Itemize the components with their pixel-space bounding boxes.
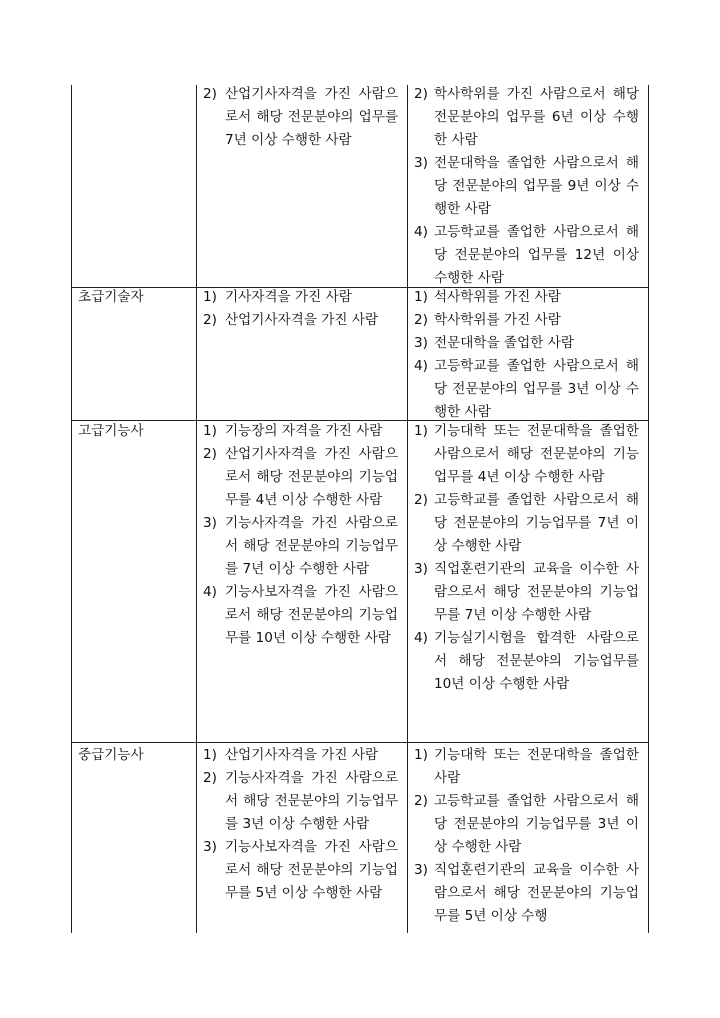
- table-divider-col2: [407, 85, 408, 933]
- list-item: 3) 전문대학을 졸업한 사람: [414, 335, 574, 351]
- list-item: 3) 전문대학을 졸업한 사람으로서 해당 전문분야의 업무를 9년 이상 수행한 사람: [414, 155, 639, 217]
- table-border-left: [71, 85, 72, 933]
- list-item: 1) 산업기사자격을 가진 사람: [203, 747, 379, 763]
- list-item: 3) 기능사보자격을 가진 사람으로서 해당 전문분야의 기능업무를 5년 이상 수행한 사람: [203, 839, 398, 901]
- list-item: 4) 기능실기시험을 합격한 사람으로서 해당 전문분야의 기능업무를 10년 이상 수행한 사람: [414, 630, 639, 692]
- row1-col3: [414, 286, 639, 424]
- list-item: 2) 산업기사자격을 가진 사람으로서 해당 전문분야의 기능업무를 4년 이상 수행한 사람: [203, 446, 398, 508]
- row0-col3: [414, 83, 639, 290]
- list-item: 1) 석사학위를 가진 사람: [414, 289, 561, 305]
- row2-col3: [414, 420, 639, 696]
- row2-col2: [203, 420, 398, 650]
- list-item: 1) 기능대학 또는 전문대학을 졸업한 사람: [414, 747, 639, 786]
- list-item: 4) 고등학교를 졸업한 사람으로서 해당 전문분야의 업무를 3년 이상 수행한 사람: [414, 358, 639, 420]
- list-item: 2) 고등학교를 졸업한 사람으로서 해당 전문분야의 기능업무를 3년 이상 수행한 사람: [414, 793, 639, 855]
- row1-col2: [203, 286, 398, 332]
- list-item: 2) 학사학위를 가진 사람: [414, 312, 561, 328]
- list-item: 3) 직업훈련기관의 교육을 이수한 사람으로서 해당 전문분야의 기능업무를 5년 이상 수행: [414, 862, 639, 924]
- list-item: 2) 학사학위를 가진 사람으로서 해당 전문분야의 업무를 6년 이상 수행한 사람: [414, 86, 639, 148]
- row3-col2: [203, 744, 398, 905]
- row-label-intermediate-technician: 중급기능사: [78, 747, 144, 763]
- list-item: 4) 고등학교를 졸업한 사람으로서 해당 전문분야의 업무를 12년 이상 수행한 사람: [414, 224, 639, 286]
- table-border-right: [648, 85, 649, 933]
- row0-col2: [203, 83, 398, 152]
- list-item: 2) 산업기사자격을 가진 사람: [203, 312, 379, 328]
- list-item: 1) 기능대학 또는 전문대학을 졸업한 사람으로서 해당 전문분야의 기능업무를 4년 이상 수행한 사람: [414, 423, 639, 485]
- list-item: 2) 고등학교를 졸업한 사람으로서 해당 전문분야의 기능업무를 7년 이상 수행한 사람: [414, 492, 639, 554]
- list-item: 3) 직업훈련기관의 교육을 이수한 사람으로서 해당 전문분야의 기능업무를 7년 이상 수행한 사람: [414, 561, 639, 623]
- list-item: 1) 기능장의 자격을 가진 사람: [203, 423, 383, 439]
- list-item: 1) 기사자격을 가진 사람: [203, 289, 352, 305]
- list-item: 2) 산업기사자격을 가진 사람으로서 해당 전문분야의 업무를 7년 이상 수행한 사람: [203, 86, 398, 148]
- row-label-junior-engineer: 초급기술자: [78, 289, 144, 305]
- row-separator-3: [71, 742, 649, 743]
- row-label-advanced-technician: 고급기능사: [78, 423, 144, 439]
- list-item: 2) 기능사자격을 가진 사람으로서 해당 전문분야의 기능업무를 3년 이상 수행한 사람: [203, 770, 398, 832]
- list-item: 4) 기능사보자격을 가진 사람으로서 해당 전문분야의 기능업무를 10년 이상 수행한 사람: [203, 584, 398, 646]
- list-item: 3) 기능사자격을 가진 사람으로서 해당 전문분야의 기능업무를 7년 이상 수행한 사람: [203, 515, 398, 577]
- table-divider-col1: [196, 85, 197, 933]
- row3-col3: [414, 744, 639, 928]
